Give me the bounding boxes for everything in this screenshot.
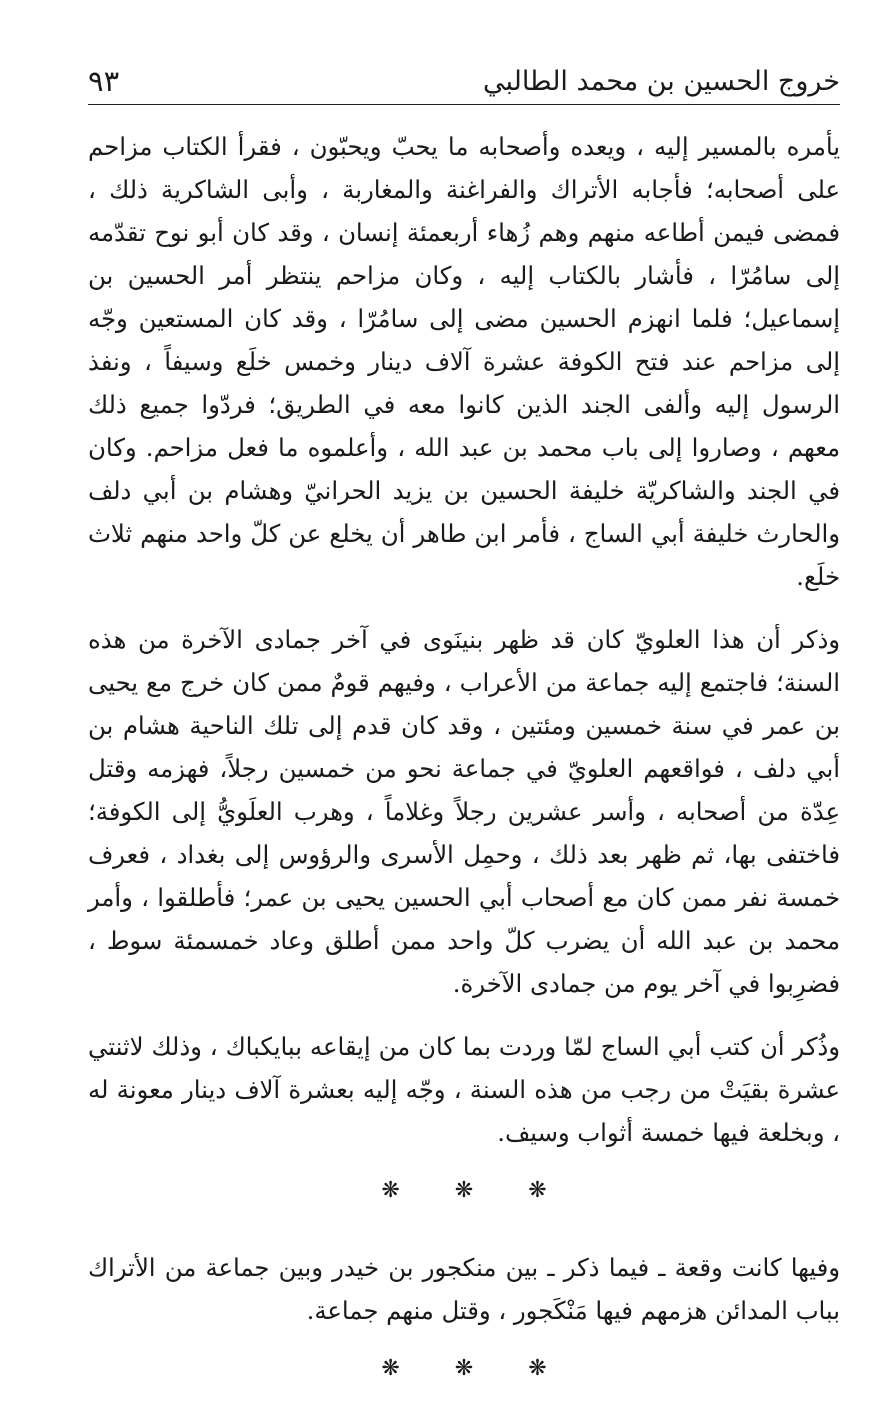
paragraph-4: وفيها كانت وقعة ـ فيما ذكر ـ بين منكجور بن خيدر وبين جماعة من الأتراك بباب المدائن هزمهم فيها مَنْكَجور ، وقتل منهم جماعة. (88, 1253, 840, 1325)
running-title: خروج الحسين بن محمد الطالبي (482, 66, 840, 97)
page-number: ٩٣ (88, 64, 120, 98)
paragraph-2: وذكر أن هذا العلويّ كان قد ظهر بنينَوى في آخر جمادى الآخرة من هذه السنة؛ فاجتمع إليه جماعة من الأعراب ، وفيهم قومٌ ممن كان خرج مع يحيى بن عمر في سنة خمسين ومئتين ، وقد كان قدم إلى تلك الناحية هشام بن أبي دلف ، فواقعهم العلويّ في جماعة نحو من خمسين رجلاً، فهزمه وقتل عِدّة من أصحابه ، وأسر عشرين رجلاً وغلاماً ، وهرب العلَويُّ إلى الكوفة؛ فاختفى بها، ثم ظهر بعد ذلك ، وحمِل الأسرى والرؤوس إلى بغداد ، فعرف خمسة نفر ممن كان مع أصحاب أبي الحسين يحيى بن عمر؛ فأطلقوا ، وأمر محمد بن عبد الله أن يضرب كلّ واحد ممن أطلق وعاد خمسمئة سوط ، فضرِبوا في آخر يوم من جمادى الآخرة. (88, 625, 840, 998)
section-separator-1: ❋ ❋ ❋ (381, 1178, 571, 1203)
paragraph-3: وذُكر أن كتب أبي الساج لمّا وردت بما كان من إيقاعه ببايكباك ، وذلك لاثنتي عشرة بقيَتْ من رجب من هذه السنة ، وجّه إليه بعشرة آلاف دينار معونة له ، وبخلعة فيها خمسة أثواب وسيف. (88, 1032, 840, 1147)
paragraph-1: يأمره بالمسير إليه ، ويعده وأصحابه ما يحبّ ويحبّون ، فقرأ الكتاب مزاحم على أصحابه؛ فأجابه الأتراك والفراغنة والمغاربة ، وأبى الشاكرية ذلك ، فمضى فيمن أطاعه منهم وهم زُهاء أربعمئة إنسان ، وقد كان أبو نوح تقدّمه إلى سامُرّا ، فأشار بالكتاب إليه ، وكان مزاحم ينتظر أمر الحسين بن إسماعيل؛ فلما انهزم الحسين مضى إلى سامُرّا ، وقد كان المستعين وجّه إلى مزاحم عند فتح الكوفة عشرة آلاف دينار وخمس خلَع وسيفاً ، ونفذ الرسول إليه وألفى الجند الذين كانوا معه في الطريق؛ فردّوا جميع ذلك معهم ، وصاروا إلى باب محمد بن عبد الله ، وأعلموه ما فعل مزاحم. وكان في الجند والشاكريّة خليفة الحسين بن يزيد الحرانيّ وهشام بن أبي دلف والحارث خليفة أبي الساج ، فأمر ابن طاهر أن يخلع عن كلّ واحد منهم ثلاث خلَع. (88, 132, 840, 591)
section-separator-2: ❋ ❋ ❋ (381, 1356, 571, 1381)
page-header (88, 60, 840, 105)
book-page (88, 60, 840, 1406)
body-text (88, 125, 840, 1384)
